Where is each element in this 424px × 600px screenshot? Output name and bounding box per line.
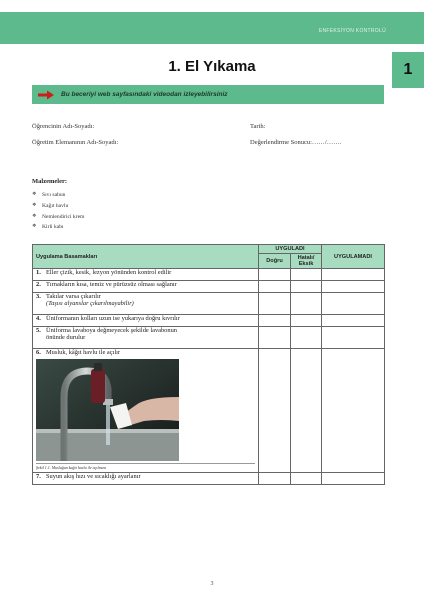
incorrect-check-cell[interactable] bbox=[291, 327, 322, 349]
evaluation-result-field[interactable]: Değerlendirme Sonucu:……/……. bbox=[250, 139, 342, 146]
not-applied-check-cell[interactable] bbox=[322, 281, 385, 293]
table-row: 5. Üniforma lavaboya değmeyecek şekilde lavabonun önünde durulur bbox=[33, 327, 385, 349]
incorrect-check-cell[interactable] bbox=[291, 269, 322, 281]
list-item: ❖ Kağıt havlu bbox=[32, 201, 84, 212]
correct-check-cell[interactable] bbox=[259, 281, 291, 293]
correct-check-cell[interactable] bbox=[259, 269, 291, 281]
list-item: ❖ Sıvı sabun bbox=[32, 190, 84, 201]
steps-header: Uygulama Basamakları bbox=[33, 245, 259, 269]
chapter-number-tab: 1 bbox=[392, 52, 424, 88]
not-applied-header: UYGULAMADI bbox=[322, 245, 385, 269]
correct-check-cell[interactable] bbox=[259, 293, 291, 315]
page-title: 1. El Yıkama bbox=[168, 58, 256, 75]
figure-caption: Şekil 1.1. Musluğun kağıt havlu ile açılması bbox=[36, 463, 255, 470]
incorrect-check-cell[interactable] bbox=[291, 293, 322, 315]
top-header-bar bbox=[0, 12, 424, 44]
incorrect-check-cell[interactable] bbox=[291, 281, 322, 293]
student-name-field[interactable]: Öğrencinin Adı-Soyadı: bbox=[32, 123, 95, 130]
incorrect-check-cell[interactable] bbox=[291, 349, 322, 473]
materials-title: Malzemeler: bbox=[32, 178, 68, 185]
table-row: 7. Suyun akış hızı ve sıcaklığı ayarlanır bbox=[33, 473, 385, 485]
not-applied-check-cell[interactable] bbox=[322, 293, 385, 315]
table-row: 6. Musluk, kâğıt havlu ile açılır Şekil 1.1. Musluğun kağıt havlu ile açılması bbox=[33, 349, 385, 473]
page-number: 3 bbox=[210, 581, 214, 587]
bullet-icon: ❖ bbox=[32, 224, 37, 230]
not-applied-check-cell[interactable] bbox=[322, 473, 385, 485]
date-field[interactable]: Tarih: bbox=[250, 123, 266, 130]
list-item: ❖ Nemlendirici krem bbox=[32, 212, 84, 223]
not-applied-check-cell[interactable] bbox=[322, 315, 385, 327]
not-applied-check-cell[interactable] bbox=[322, 269, 385, 281]
correct-check-cell[interactable] bbox=[259, 315, 291, 327]
running-title: ENFEKSİYON KONTROLÜ bbox=[318, 28, 386, 34]
correct-check-cell[interactable] bbox=[259, 327, 291, 349]
instructor-name-field[interactable]: Öğretim Elemanının Adı-Soyadı: bbox=[32, 139, 119, 146]
bullet-icon: ❖ bbox=[32, 192, 37, 197]
video-banner[interactable] bbox=[32, 85, 384, 104]
incorrect-check-cell[interactable] bbox=[291, 315, 322, 327]
not-applied-check-cell[interactable] bbox=[322, 349, 385, 473]
correct-check-cell[interactable] bbox=[259, 473, 291, 485]
correct-check-cell[interactable] bbox=[259, 349, 291, 473]
bullet-icon: ❖ bbox=[32, 202, 37, 208]
table-row: 2. Tırnakların kısa, temiz ve pürüzsüz olması sağlanır bbox=[33, 281, 385, 293]
bullet-icon: ❖ bbox=[32, 213, 37, 219]
right-arrow-icon bbox=[37, 90, 57, 100]
video-banner-text: Bu beceriyi web sayfasındaki videodan izleyebilirsiniz bbox=[61, 91, 228, 98]
skills-checklist-table bbox=[32, 244, 385, 485]
incorrect-check-cell[interactable] bbox=[291, 473, 322, 485]
incorrect-header: Hatalı/ Eksik bbox=[291, 254, 322, 269]
table-row: 1. Eller çizik, kesik, lezyon yönünden kontrol edilir bbox=[33, 269, 385, 281]
table-row: 4. Üniformanın kolları uzun ise yukarıya doğru kıvrılır bbox=[33, 315, 385, 327]
applied-header: UYGULADI bbox=[259, 245, 322, 254]
list-item: ❖ Kirli kabı bbox=[32, 222, 84, 233]
materials-list bbox=[32, 190, 84, 233]
correct-header: Doğru bbox=[259, 254, 291, 269]
faucet-photo bbox=[36, 359, 179, 461]
not-applied-check-cell[interactable] bbox=[322, 327, 385, 349]
table-row: 3. Takılar varsa çıkarılır (Taşısı alyanslar çıkarılmayabilir) bbox=[33, 293, 385, 315]
